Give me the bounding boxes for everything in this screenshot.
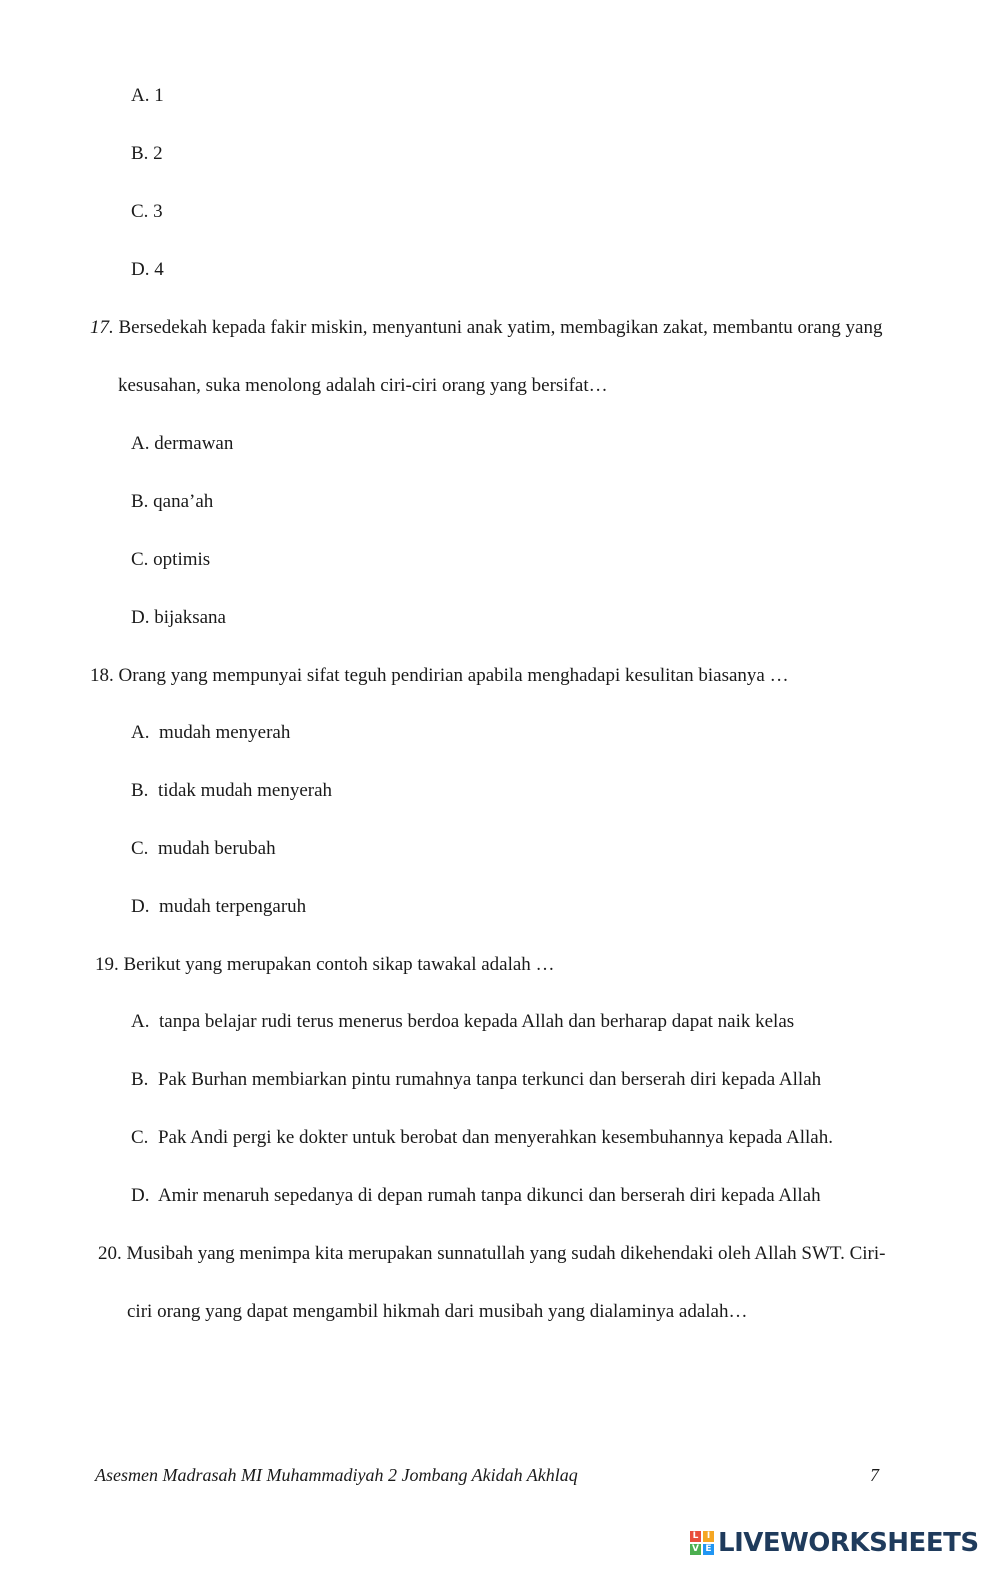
q18-stem: 18. Orang yang mempunyai sifat teguh pendirian apabila menghadapi kesulitan biasanya … xyxy=(90,665,789,686)
q16-option-c: C. 3 xyxy=(131,201,163,222)
q18-option-c-text: mudah berubah xyxy=(157,838,276,859)
q20-stem-line1 xyxy=(98,1242,885,1266)
logo-mark-letter: E xyxy=(703,1544,714,1555)
q20-number: 20. xyxy=(98,1243,122,1264)
q17-option-b: B. qana’ah xyxy=(131,491,214,512)
q19-option-c-text: Pak Andi pergi ke dokter untuk berobat dan menyerahkan kesembuhannya kepada Allah. xyxy=(157,1127,833,1148)
q19-option-b-letter: B. xyxy=(131,1069,149,1090)
q20-text-line2: ciri orang yang dapat mengambil hikmah dari musibah yang dialaminya adalah… xyxy=(127,1301,748,1322)
q16-option-a: A. 1 xyxy=(131,85,164,106)
liveworksheets-logo-icon xyxy=(690,1531,714,1555)
q19-option-d xyxy=(131,1184,821,1208)
q19-option-a-letter: A. xyxy=(131,1011,150,1032)
q19-option-b-text: Pak Burhan membiarkan pintu rumahnya tanpa terkunci dan berserah diri kepada Allah xyxy=(157,1069,822,1090)
q19-option-a-text: tanpa belajar rudi terus menerus berdoa kepada Allah dan berharap dapat naik kelas xyxy=(158,1011,795,1032)
footer-page-number: 7 xyxy=(870,1465,879,1485)
q16-option-d: D. 4 xyxy=(131,259,164,280)
q19-option-d-letter: D. xyxy=(131,1185,150,1206)
q19-option-a xyxy=(131,1010,794,1034)
liveworksheets-logo xyxy=(690,1527,979,1559)
logo-mark-letter: I xyxy=(703,1531,714,1542)
q18-option-d xyxy=(131,895,306,919)
logo-mark-letter: L xyxy=(690,1531,701,1542)
q18-option-a-text: mudah menyerah xyxy=(158,722,291,743)
q20-text-line1: Musibah yang menimpa kita merupakan sunnatullah yang sudah dikehendaki oleh Allah SWT. Ciri- xyxy=(126,1243,886,1264)
q17-stem-line1 xyxy=(90,316,882,340)
q18-option-b xyxy=(131,779,332,803)
logo-mark-letter: V xyxy=(690,1544,701,1555)
q18-option-a xyxy=(131,721,290,745)
footer-title: Asesmen Madrasah MI Muhammadiyah 2 Jombang Akidah Akhlaq xyxy=(95,1465,578,1485)
q17-text-line1: Bersedekah kepada fakir miskin, menyantuni anak yatim, membagikan zakat, membantu orang yang xyxy=(118,317,883,338)
q19-option-c xyxy=(131,1126,833,1150)
q17-text-line2: kesusahan, suka menolong adalah ciri-ciri orang yang bersifat… xyxy=(118,375,608,396)
q17-option-c: C. optimis xyxy=(131,549,211,570)
q18-option-d-text: mudah terpengaruh xyxy=(158,896,307,917)
q18-option-c-letter: C. xyxy=(131,838,149,859)
q17-number: 17. xyxy=(90,317,114,338)
q18-option-b-letter: B. xyxy=(131,780,149,801)
q18-option-a-letter: A. xyxy=(131,722,150,743)
q19-stem: 19. Berikut yang merupakan contoh sikap tawakal adalah … xyxy=(95,954,555,975)
q18-option-c xyxy=(131,837,276,861)
q17-option-a: A. dermawan xyxy=(131,433,234,454)
q18-option-d-letter: D. xyxy=(131,896,150,917)
q18-option-b-text: tidak mudah menyerah xyxy=(157,780,333,801)
q19-option-c-letter: C. xyxy=(131,1127,149,1148)
q16-option-b: B. 2 xyxy=(131,143,163,164)
q19-option-b xyxy=(131,1068,821,1092)
q17-option-d: D. bijaksana xyxy=(131,607,226,628)
liveworksheets-logo-text: LIVEWORKSHEETS xyxy=(718,1528,979,1558)
q19-option-d-text: Amir menaruh sepedanya di depan rumah tanpa dikunci dan berserah diri kepada Allah xyxy=(157,1185,821,1206)
